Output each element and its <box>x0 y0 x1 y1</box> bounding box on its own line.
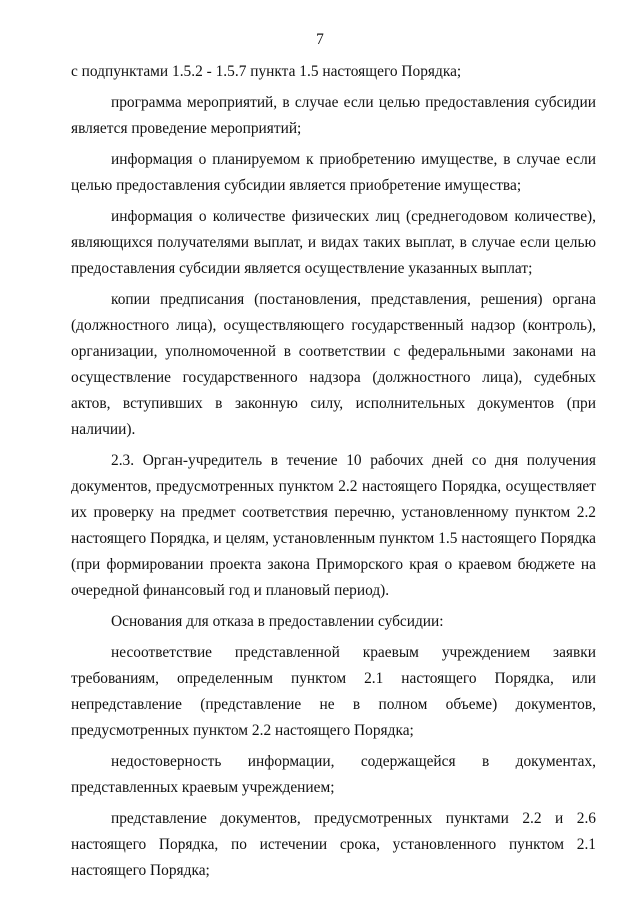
paragraph: информация о планируемом к приобретению имуществе, в случае если целью предоставления субсидии является приобретение имущества; <box>71 151 596 194</box>
paragraph: 2.3. Орган-учредитель в течение 10 рабочих дней со дня получения документов, предусмотренных пунктом 2.2 настоящего Порядка, осуществляет их проверку на предмет соответствия перечню, установленному пунктом 2.2 настоящего Порядка, и целям, установленным пунктом 1.5 настоящего Порядка (при формировании проекта закона Приморского края о краевом бюджете на очередной финансовый год и плановый период). <box>71 452 596 599</box>
page-number: 7 <box>316 31 324 48</box>
paragraph: программа мероприятий, в случае если целью предоставления субсидии является проведение мероприятий; <box>71 94 596 137</box>
paragraph: недостоверность информации, содержащейся в документах, представленных краевым учреждением; <box>71 753 596 796</box>
paragraph: представление документов, предусмотренных пунктами 2.2 и 2.6 настоящего Порядка, по истечении срока, установленного пунктом 2.1 настоящего Порядка; <box>71 810 596 879</box>
document-body <box>71 59 596 889</box>
paragraph: Основания для отказа в предоставлении субсидии: <box>111 613 444 630</box>
paragraph: несоответствие представленной краевым учреждением заявки требованиям, определенным пунктом 2.1 настоящего Порядка, или непредставление (представление не в полном объеме) документов, предусмотренных пунктом 2.2 настоящего Порядка; <box>71 644 596 739</box>
paragraph: копии предписания (постановления, представления, решения) органа (должностного лица), осуществляющего государственный надзор (контроль), организации, уполномоченной в соответствии с федеральными законами на осуществление государственного надзора (должностного лица), судебных актов, вступивших в законную силу, исполнительных документов (при наличии). <box>71 291 596 438</box>
paragraph: с подпунктами 1.5.2 - 1.5.7 пункта 1.5 настоящего Порядка; <box>71 63 462 80</box>
paragraph: информация о количестве физических лиц (среднегодовом количестве), являющихся получателями выплат, и видах таких выплат, в случае если целью предоставления субсидии является осуществление указанных выплат; <box>71 208 596 277</box>
